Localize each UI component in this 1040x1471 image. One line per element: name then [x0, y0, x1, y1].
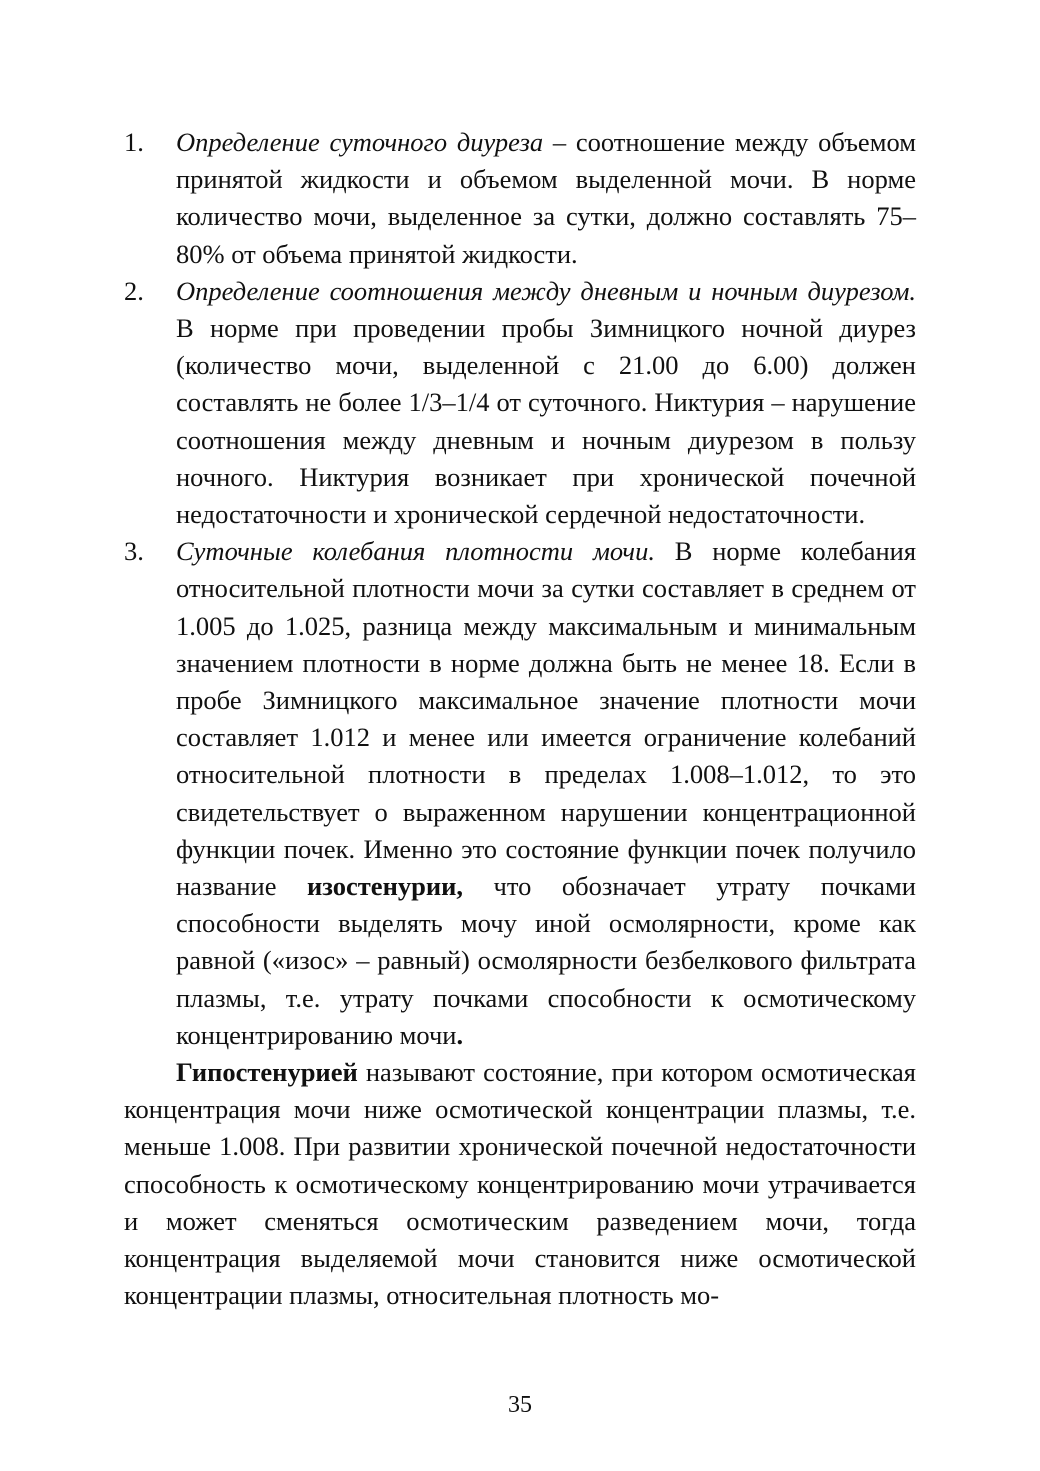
list-item-1 [124, 124, 916, 273]
page-body [124, 124, 916, 1315]
list-item-3 [124, 533, 916, 1054]
item-title: Определение суточного диуреза [176, 127, 544, 157]
bold-term: Гипостенурией [176, 1057, 358, 1088]
item-text: В норме при проведении пробы Зимницкого ночной диурез (количество мочи, выделенной с 21.00 до 6.00) должен составлять не более 1/3–1/4 от суточного. Никтурия – нарушение соотношения между дневным и ночным диурезом в пользу ночного. Никтурия возникает при хронической почечной недостаточности и хронической сердечной недостаточности. [176, 313, 916, 530]
list-number: 1. [124, 127, 144, 157]
paragraph [124, 1054, 916, 1314]
paragraph-text: называют состояние, при котором осмотическая концентрация мочи ниже осмотической концентрации плазмы, т.е. меньше 1.008. При развитии хронической почечной недостаточности способность к осмотическому концентрированию мочи утрачивается и может сменяться осмотическим разведением мочи, тогда концентрация выделяемой мочи становится ниже осмотической концентрации плазмы, относительная плотность мо- [124, 1057, 916, 1311]
bold-term: изостенурии, [307, 871, 463, 902]
list-item-2 [124, 273, 916, 533]
item-title: Определение соотношения между дневным и ночным диурезом. [176, 275, 916, 306]
list-number: 3. [124, 536, 144, 567]
item-text: – соотношение между объемом принятой жидкости и объемом выделенной мочи. В норме количество мочи, выделенное за сутки, должно составлять 75–80% от объема принятой жидкости. [176, 127, 916, 269]
end-mark: . [456, 1019, 464, 1050]
page-number: 35 [508, 1392, 532, 1418]
list-number: 2. [124, 275, 144, 306]
item-text-after: что обозначает утрату почками способности выделять мочу иной осмолярности, кроме как равной («изос» – равный) осмолярности безбелкового фильтрата плазмы, т.е. утрату почками способности к осмотическому концентрированию мочи [176, 871, 916, 1050]
item-text: В норме колебания относительной плотности мочи за сутки составляет в среднем от 1.005 до 1.025, разница между максимальным и минимальным значением плотности в норме должна быть не менее 18. Если в пробе Зимницкого максимальное значение плотности мочи составляет 1.012 и менее или имеется ограничение колебаний относительной плотности в пределах 1.008–1.012, то это свидетельствует о выраженном нарушении концентрационной функции почек. Именно это состояние функции почек получило название [176, 536, 917, 902]
item-title: Суточные колебания плотности мочи. [176, 536, 655, 567]
